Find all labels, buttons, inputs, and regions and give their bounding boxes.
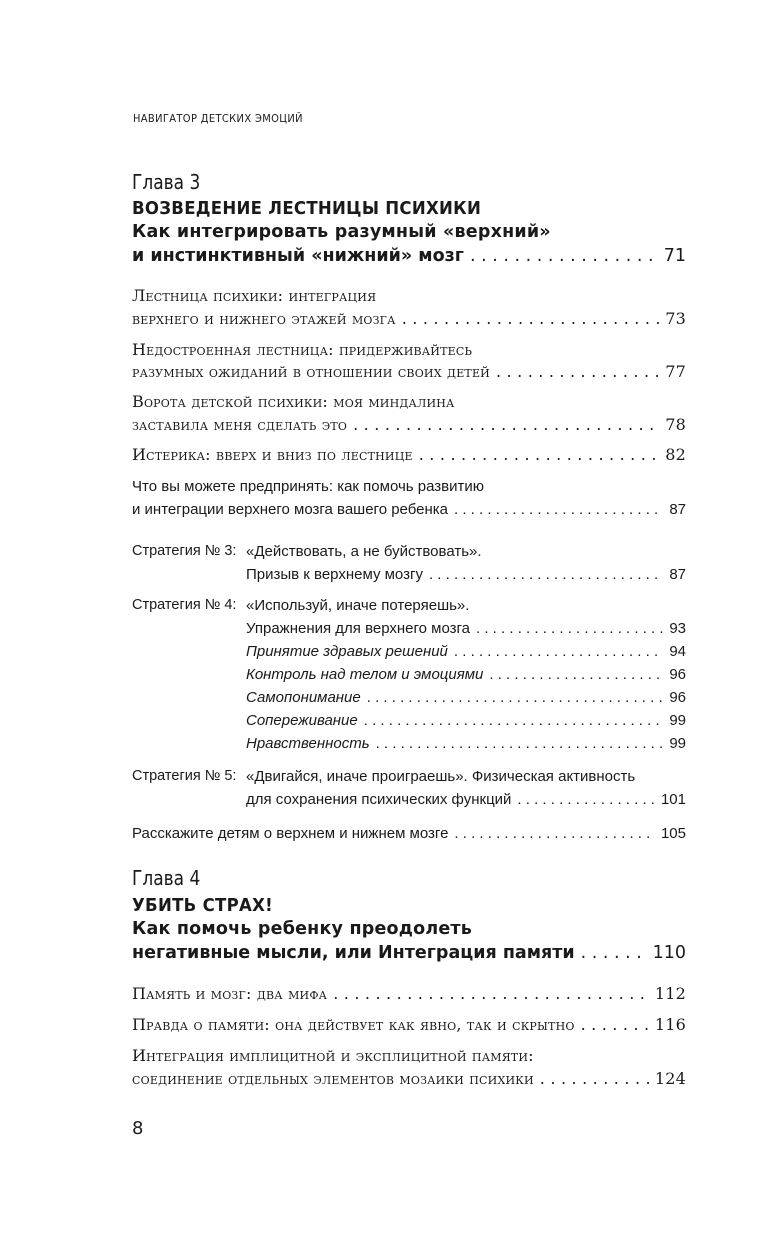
toc-entry-staircase[interactable]	[132, 309, 686, 328]
leader-dots	[353, 415, 659, 434]
toc-entry-line1: Лестница психики: интеграция	[132, 286, 377, 305]
page-number: 110	[652, 943, 686, 963]
leader-dots	[454, 643, 663, 660]
leader-dots	[489, 666, 663, 683]
entry-text: соединение отдельных элементов мозаики психики	[132, 1069, 534, 1088]
toc-entry-memory-integration[interactable]	[132, 1069, 686, 1088]
strategy-5-title: «Двигайся, иначе проиграешь». Физическая активность	[246, 768, 636, 785]
page-number: 73	[665, 309, 686, 328]
toc-entry-strategy-4[interactable]	[246, 620, 686, 637]
page-number: 101	[660, 791, 686, 808]
page-number: 94	[669, 643, 686, 660]
page-number: 116	[654, 1015, 686, 1034]
entry-text: верхнего и нижнего этажей мозга	[132, 309, 396, 328]
entry-text: негативные мысли, или Интеграция памяти	[132, 943, 575, 963]
toc-entry-amygdala[interactable]	[132, 415, 686, 434]
chapter-4-label: Глава 4	[132, 866, 201, 890]
toc-entry-ch4-subtitle[interactable]	[132, 943, 686, 963]
toc-entry-tell-kids[interactable]	[132, 825, 686, 842]
leader-dots	[402, 309, 660, 328]
page-number: 96	[669, 689, 686, 706]
leader-dots	[454, 501, 663, 518]
page-number: 99	[669, 712, 686, 729]
entry-text: для сохранения психических функций	[246, 791, 512, 808]
leader-dots	[376, 735, 664, 752]
page-number: 112	[654, 984, 686, 1003]
entry-text: Правда о памяти: она действует как явно, так и скрытно	[132, 1015, 575, 1034]
leader-dots	[581, 1015, 649, 1034]
toc-entry-unfinished-staircase[interactable]	[132, 362, 686, 381]
toc-entry-line1: Недостроенная лестница: придерживайтесь	[132, 340, 473, 359]
leader-dots	[470, 246, 658, 266]
entry-text: Принятие здравых решений	[246, 643, 448, 660]
leader-dots	[476, 620, 663, 637]
entry-text: Истерика: вверх и вниз по лестнице	[132, 445, 413, 464]
page-number: 99	[669, 735, 686, 752]
toc-entry-tantrum[interactable]	[132, 445, 686, 464]
page-number: 82	[665, 445, 686, 464]
entry-text: заставила меня сделать это	[132, 415, 348, 434]
chapter-4-subtitle-line1: Как помочь ребенку преодолеть	[132, 919, 473, 939]
strategy-5-label: Стратегия № 5:	[132, 768, 237, 784]
entry-text: Сопереживание	[246, 712, 358, 729]
toc-entry-line1: Что вы можете предпринять: как помочь развитию	[132, 478, 484, 495]
toc-entry-ch3-subtitle[interactable]	[132, 246, 686, 266]
entry-text: Упражнения для верхнего мозга	[246, 620, 471, 637]
leader-dots	[364, 712, 664, 729]
toc-entry-what-you-can-do[interactable]	[132, 501, 686, 518]
leader-dots	[454, 825, 655, 842]
leader-dots	[367, 689, 664, 706]
entry-text: Самопонимание	[246, 689, 361, 706]
page-number: 105	[660, 825, 686, 842]
chapter-3-title: ВОЗВЕДЕНИЕ ЛЕСТНИЦЫ ПСИХИКИ	[132, 198, 482, 219]
entry-text: Контроль над телом и эмоциями	[246, 666, 484, 683]
page-number: 78	[665, 415, 686, 434]
leader-dots	[581, 943, 647, 963]
page-number: 77	[665, 362, 686, 381]
leader-dots	[419, 445, 660, 464]
entry-text: и инстинктивный «нижний» мозг	[132, 246, 464, 266]
entry-text: и интеграции верхнего мозга вашего ребенка	[132, 501, 449, 518]
entry-text: Нравственность	[246, 735, 370, 752]
toc-subentry[interactable]	[246, 735, 686, 752]
leader-dots	[429, 566, 663, 583]
chapter-3-subtitle-line1: Как интегрировать разумный «верхний»	[132, 222, 551, 242]
chapter-4-title: УБИТЬ СТРАХ!	[132, 895, 273, 916]
page-number: 96	[669, 666, 686, 683]
leader-dots	[517, 791, 655, 808]
toc-entry-memory-truth[interactable]	[132, 1015, 686, 1034]
page-number: 87	[669, 566, 686, 583]
toc-subentry[interactable]	[246, 643, 686, 660]
page-number: 93	[669, 620, 686, 637]
entry-text: Память и мозг: два мифа	[132, 984, 328, 1003]
leader-dots	[496, 362, 659, 381]
toc-entry-line1: Интеграция имплицитной и эксплицитной памяти:	[132, 1046, 534, 1065]
page-number-footer: 8	[132, 1118, 144, 1139]
toc-entry-line1: Ворота детской психики: моя миндалина	[132, 392, 455, 411]
entry-text: Призыв к верхнему мозгу	[246, 566, 423, 583]
running-header: НАВИГАТОР ДЕТСКИХ ЭМОЦИЙ	[133, 112, 303, 125]
toc-subentry[interactable]	[246, 712, 686, 729]
strategy-4-title: «Используй, иначе потеряешь».	[246, 597, 470, 614]
strategy-3-title: «Действовать, а не буйствовать».	[246, 543, 482, 560]
page-number: 124	[654, 1069, 686, 1088]
chapter-3-label: Глава 3	[132, 170, 201, 194]
toc-entry-strategy-5[interactable]	[246, 791, 686, 808]
page-number: 71	[663, 246, 686, 266]
toc-subentry[interactable]	[246, 666, 686, 683]
toc-subentry[interactable]	[246, 689, 686, 706]
toc-entry-strategy-3[interactable]	[246, 566, 686, 583]
strategy-4-label: Стратегия № 4:	[132, 597, 237, 613]
leader-dots	[333, 984, 649, 1003]
leader-dots	[540, 1069, 649, 1088]
entry-text: разумных ожиданий в отношении своих детей	[132, 362, 490, 381]
strategy-3-label: Стратегия № 3:	[132, 543, 237, 559]
toc-entry-memory-myths[interactable]	[132, 984, 686, 1003]
page-number: 87	[669, 501, 686, 518]
entry-text: Расскажите детям о верхнем и нижнем мозге	[132, 825, 449, 842]
